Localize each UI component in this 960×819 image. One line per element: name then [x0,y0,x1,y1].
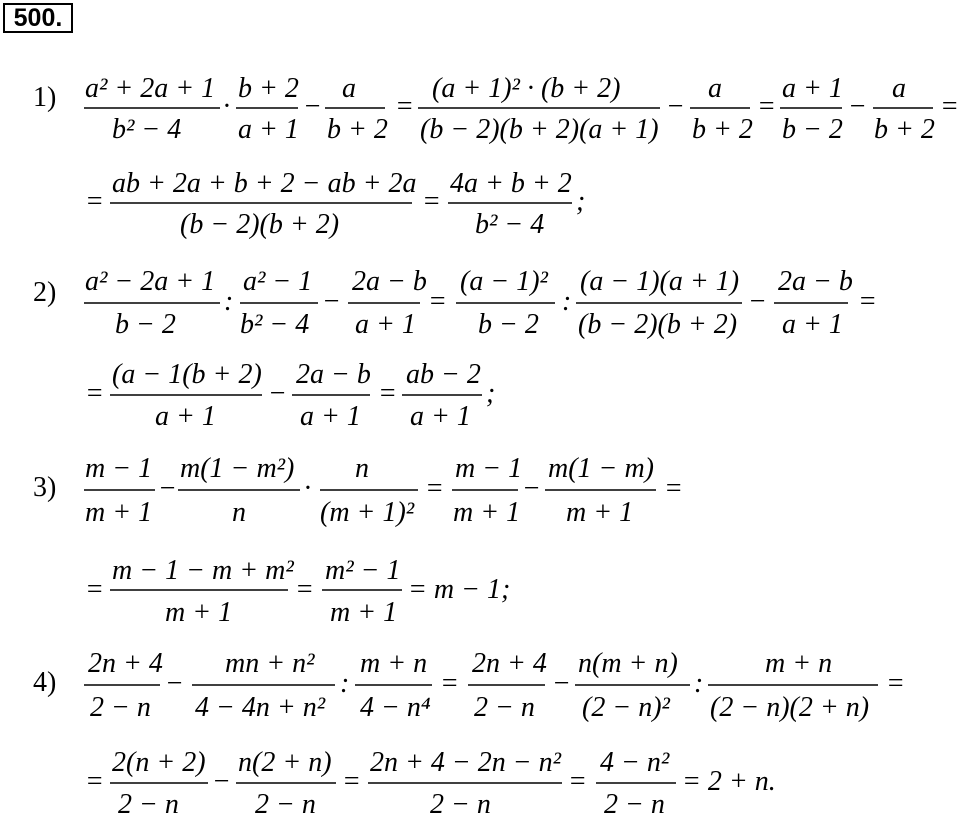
svg-text:(m + 1)²: (m + 1)² [320,497,415,528]
svg-text:m − 1: m − 1 [85,453,153,484]
svg-text:=: = [85,766,104,797]
svg-text:2n + 4: 2n + 4 [88,648,163,679]
svg-text:a² − 2a + 1: a² − 2a + 1 [85,266,216,297]
svg-text:m − 1 − m + m²: m − 1 − m + m² [112,555,294,586]
svg-text:;: ; [486,378,496,409]
svg-text:−: − [748,286,767,317]
svg-text:(2 − n)²: (2 − n)² [582,692,670,723]
svg-text:(a − 1)²: (a − 1)² [460,266,548,297]
svg-text:2(n + 2): 2(n + 2) [112,747,206,778]
svg-text:=: = [428,286,447,317]
svg-text:= m − 1;: = m − 1; [408,574,511,605]
svg-text:b² − 4: b² − 4 [475,209,545,240]
svg-text:b² − 4: b² − 4 [112,114,182,145]
svg-text:m + 1: m + 1 [566,497,634,528]
svg-text:·: · [304,473,311,504]
svg-text:(2 − n)(2 + n): (2 − n)(2 + n) [710,692,870,723]
svg-text:2n + 4 − 2n − n²: 2n + 4 − 2n − n² [370,747,562,778]
svg-text:;: ; [576,186,586,217]
svg-text:= 2 + n.: = 2 + n. [682,766,776,797]
svg-text:2 − n: 2 − n [255,789,316,819]
svg-text:2 − n: 2 − n [430,789,491,819]
svg-text:ab + 2a + b + 2 − ab + 2a: ab + 2a + b + 2 − ab + 2a [112,168,417,199]
svg-text:b + 2: b + 2 [327,114,388,145]
svg-text:b + 2: b + 2 [874,114,935,145]
svg-text:b + 2: b + 2 [238,73,299,104]
svg-text:m + n: m + n [765,648,833,679]
svg-text:ab − 2: ab − 2 [406,359,481,390]
svg-text:−: − [848,91,867,122]
svg-text:4 − n²: 4 − n² [600,747,670,778]
svg-text:−: − [212,766,231,797]
svg-text:a + 1: a + 1 [238,114,299,145]
svg-text:=: = [342,766,361,797]
svg-text:a² − 1: a² − 1 [243,266,313,297]
part-4-line-1 [84,648,905,723]
svg-text:m + 1: m + 1 [85,497,153,528]
svg-text:a + 1: a + 1 [155,401,216,432]
svg-text:m − 1: m − 1 [455,453,523,484]
part-1-line-2 [85,168,585,240]
svg-text:mn + n²: mn + n² [225,648,315,679]
svg-text:(a − 1)(a + 1): (a − 1)(a + 1) [580,266,740,297]
svg-text:2 − n: 2 − n [118,789,179,819]
svg-text:m + 1: m + 1 [453,497,521,528]
svg-text:b − 2: b − 2 [478,309,539,340]
part-3-line-2 [85,555,510,628]
svg-text:2 − n: 2 − n [604,789,665,819]
svg-text:=: = [568,766,587,797]
svg-text::: : [562,286,572,317]
svg-text:a + 1: a + 1 [782,73,843,104]
svg-text:m² − 1: m² − 1 [325,555,401,586]
svg-text:=: = [664,473,683,504]
svg-text:(a + 1)² · (b + 2): (a + 1)² · (b + 2) [432,73,621,104]
svg-text:−: − [666,91,685,122]
part-1-line-1 [84,73,959,145]
svg-text:2a − b: 2a − b [352,266,427,297]
svg-text:=: = [295,574,314,605]
svg-text::: : [224,286,234,317]
part-2-line-1 [84,266,877,340]
part-3-line-1 [84,453,683,528]
svg-text:=: = [440,668,459,699]
svg-text:−: − [268,378,287,409]
svg-text:=: = [422,186,441,217]
svg-text:(b − 2)(b + 2): (b − 2)(b + 2) [578,309,738,340]
svg-text:=: = [85,186,104,217]
svg-text:−: − [322,286,341,317]
svg-text:a + 1: a + 1 [300,401,361,432]
part-label-2: 2) [33,277,57,308]
svg-text:a: a [708,73,722,104]
svg-text:a + 1: a + 1 [782,309,843,340]
svg-text:=: = [395,91,414,122]
svg-text::: : [694,668,704,699]
svg-text:a² + 2a + 1: a² + 2a + 1 [85,73,216,104]
svg-text:2a − b: 2a − b [778,266,853,297]
svg-text:4 − 4n + n²: 4 − 4n + n² [195,692,326,723]
svg-text:=: = [886,668,905,699]
svg-text:a: a [892,73,906,104]
svg-text:a + 1: a + 1 [410,401,471,432]
svg-text:2a − b: 2a − b [296,359,371,390]
svg-text:=: = [85,574,104,605]
svg-text::: : [340,668,350,699]
part-label-4: 4) [33,667,57,698]
svg-text:n: n [355,453,369,484]
svg-text:=: = [940,91,959,122]
part-label-3: 3) [33,472,57,503]
svg-text:b + 2: b + 2 [692,114,753,145]
svg-text:−: − [303,91,322,122]
svg-text:m(1 − m): m(1 − m) [548,453,654,484]
svg-text:n(2 + n): n(2 + n) [238,747,332,778]
part-2-line-2 [85,359,495,432]
svg-text:−: − [552,668,571,699]
svg-text:a: a [342,73,356,104]
svg-text:2 − n: 2 − n [474,692,535,723]
problem-number: 500. [3,3,73,33]
part-4-line-2 [85,747,776,819]
svg-text:m + 1: m + 1 [330,597,398,628]
svg-text:b² − 4: b² − 4 [240,309,310,340]
svg-text:m + n: m + n [360,648,428,679]
svg-text:=: = [757,91,776,122]
svg-text:(a − 1(b + 2): (a − 1(b + 2) [112,359,262,390]
svg-text:=: = [425,473,444,504]
svg-text:b − 2: b − 2 [115,309,176,340]
svg-text:4a + b + 2: 4a + b + 2 [450,168,572,199]
svg-text:2 − n: 2 − n [90,692,151,723]
part-label-1: 1) [33,82,57,113]
svg-text:b − 2: b − 2 [782,114,843,145]
svg-text:m + 1: m + 1 [165,597,233,628]
svg-text:2n + 4: 2n + 4 [472,648,547,679]
svg-text:n: n [232,497,246,528]
svg-text:−: − [522,473,541,504]
svg-text:4 − n⁴: 4 − n⁴ [360,692,431,723]
svg-text:·: · [223,91,230,122]
svg-text:m(1 − m²): m(1 − m²) [180,453,295,484]
svg-text:n(m + n): n(m + n) [578,648,678,679]
svg-text:a + 1: a + 1 [355,309,416,340]
svg-text:−: − [158,473,177,504]
svg-text:=: = [378,378,397,409]
svg-text:(b − 2)(b + 2): (b − 2)(b + 2) [180,209,340,240]
svg-text:(b − 2)(b + 2)(a + 1): (b − 2)(b + 2)(a + 1) [420,114,659,145]
svg-text:−: − [165,668,184,699]
svg-text:=: = [85,378,104,409]
svg-text:=: = [858,286,877,317]
